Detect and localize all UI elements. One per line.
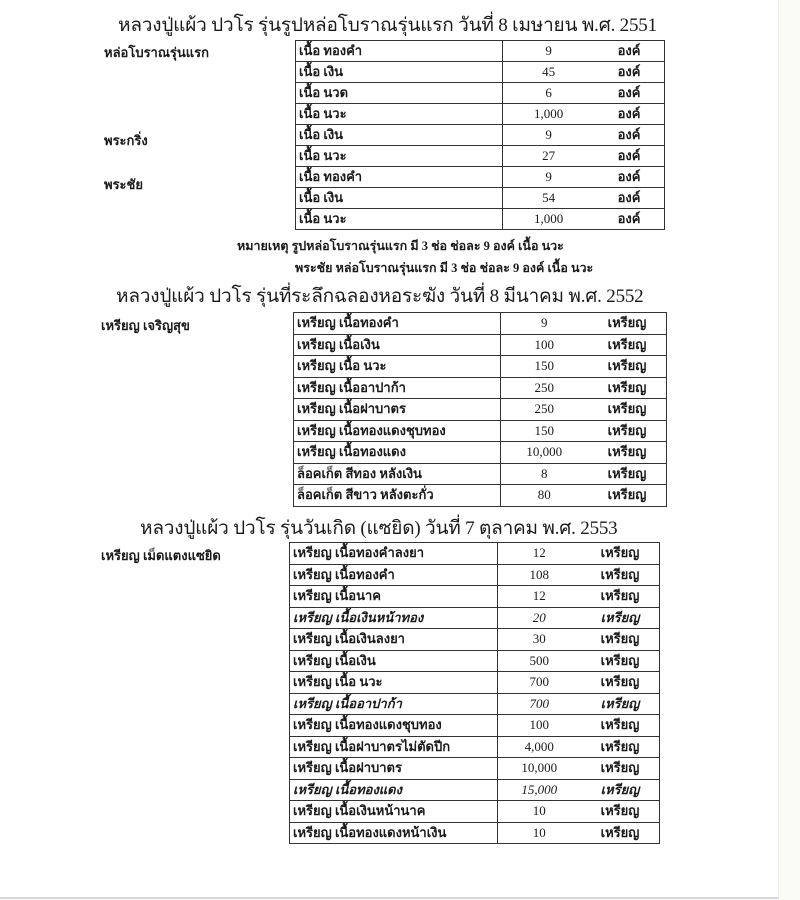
table-row <box>296 62 665 83</box>
item-name: เหรียญ เนื้อฝาบาตร <box>294 399 501 421</box>
item-qty: 10 <box>532 824 546 840</box>
item-qty: 700 <box>529 674 549 690</box>
section-3-title: หลวงปู่แผ้ว ปวโร รุ่นวันเกิด (แซยิด) วันที่ 7 ตุลาคม พ.ศ. 2553 <box>140 518 618 539</box>
item-name: เนื้อ นวะ <box>296 104 503 125</box>
table-row <box>296 104 665 125</box>
table-row <box>296 188 665 209</box>
item-unit: เหรียญ <box>607 315 647 331</box>
item-name: เหรียญ เนื้ออาปาก้า <box>290 693 498 715</box>
item-qty: 6 <box>545 85 552 100</box>
group-label-met-taeng-saeyid: เหรียญ เม็ดแตงแซยิด <box>101 548 221 563</box>
item-qty: 10,000 <box>521 760 558 776</box>
item-unit: องค์ <box>617 211 641 226</box>
item-name: เนื้อ นวะ <box>296 209 503 230</box>
item-qty: 150 <box>534 422 554 438</box>
item-unit: เหรียญ <box>607 401 647 417</box>
table-row <box>290 629 660 651</box>
item-qty: 108 <box>529 566 549 582</box>
item-name: เหรียญ เนื้ออาปาก้า <box>294 377 501 399</box>
item-name: เนื้อ เงิน <box>296 125 503 146</box>
section-1-note-2: พระชัย หล่อโบราณรุ่นแรก มี 3 ช่อ ช่อละ 9 องค์ เนื้อ นวะ <box>295 261 594 275</box>
item-qty: 8 <box>541 465 548 481</box>
item-unit: เหรียญ <box>607 444 647 460</box>
group-label-lost-wax-first: หล่อโบราณรุ่นแรก <box>104 45 210 60</box>
item-qty: 9 <box>541 315 548 331</box>
section-1-note-1: หมายเหตุ รูปหล่อโบราณรุ่นแรก มี 3 ช่อ ช่อละ 9 องค์ เนื้อ นวะ <box>237 239 564 253</box>
item-name: ล็อคเก็ต สีขาว หลังตะกั่ว <box>294 485 501 507</box>
item-unit: เหรียญ <box>600 695 640 711</box>
table-row <box>290 564 660 586</box>
item-qty: 12 <box>532 545 546 561</box>
item-unit: องค์ <box>617 148 641 163</box>
table-row <box>290 736 660 758</box>
item-name: เหรียญ เนื้อเงินหน้าทอง <box>290 607 498 629</box>
table-row <box>294 356 667 378</box>
item-name: เหรียญ เนื้อทองแดงหน้าเงิน <box>290 822 498 844</box>
item-unit: เหรียญ <box>600 545 640 561</box>
item-name: เนื้อ ทองคำ <box>296 167 503 188</box>
item-unit: เหรียญ <box>600 631 640 647</box>
table-row <box>294 485 667 507</box>
item-name: เหรียญ เนื้อนาค <box>290 586 498 608</box>
item-qty: 9 <box>545 43 552 58</box>
group-label-phra-chai: พระชัย <box>104 177 143 192</box>
item-qty: 10 <box>532 803 546 819</box>
item-qty: 250 <box>534 401 554 417</box>
table-row <box>294 334 667 356</box>
item-name: เนื้อ เงิน <box>296 62 503 83</box>
table-row <box>290 543 660 565</box>
table-row <box>294 420 667 442</box>
item-name: เหรียญ เนื้อทองคำลงยา <box>290 543 498 565</box>
item-unit: เหรียญ <box>600 803 640 819</box>
item-name: เหรียญ เนื้อเงิน <box>294 334 501 356</box>
section-1-table <box>295 40 665 230</box>
item-unit: องค์ <box>617 64 641 79</box>
item-name: เหรียญ เนื้อทองแดง <box>294 442 501 464</box>
page-edge-bottom <box>0 897 778 899</box>
item-unit: เหรียญ <box>600 609 640 625</box>
item-name: เหรียญ เนื้อฝาบาตร <box>290 758 498 780</box>
item-unit: เหรียญ <box>607 336 647 352</box>
page-edge-right <box>778 0 800 900</box>
item-qty: 4,000 <box>524 738 554 754</box>
table-row <box>296 125 665 146</box>
item-qty: 54 <box>542 190 556 205</box>
item-unit: เหรียญ <box>607 422 647 438</box>
table-row <box>294 442 667 464</box>
item-unit: องค์ <box>617 190 641 205</box>
item-unit: เหรียญ <box>600 781 640 797</box>
item-qty: 1,000 <box>534 106 564 121</box>
item-qty: 20 <box>532 609 546 625</box>
item-name: เหรียญ เนื้อทองแดง <box>290 779 498 801</box>
table-row <box>290 758 660 780</box>
item-name: เหรียญ เนื้อทองคำ <box>294 313 501 335</box>
item-name: เนื้อ ทองคำ <box>296 41 503 62</box>
item-qty: 10,000 <box>526 444 563 460</box>
item-qty: 9 <box>545 169 552 184</box>
item-name: เหรียญ เนื้อเงินลงยา <box>290 629 498 651</box>
item-name: เนื้อ นวด <box>296 83 503 104</box>
item-qty: 250 <box>534 379 554 395</box>
item-unit: องค์ <box>617 85 641 100</box>
item-qty: 45 <box>542 64 556 79</box>
item-qty: 100 <box>534 336 554 352</box>
item-qty: 27 <box>542 148 556 163</box>
item-name: เหรียญ เนื้อฝาบาตรไม่ตัดปีก <box>290 736 498 758</box>
item-qty: 150 <box>534 358 554 374</box>
item-name: เหรียญ เนื้อทองแดงชุบทอง <box>290 715 498 737</box>
item-name: เนื้อ นวะ <box>296 146 503 167</box>
table-row <box>294 463 667 485</box>
table-row <box>290 715 660 737</box>
item-unit: เหรียญ <box>607 358 647 374</box>
item-unit: องค์ <box>617 169 641 184</box>
item-qty: 30 <box>532 631 546 647</box>
table-row <box>296 167 665 188</box>
item-unit: องค์ <box>617 106 641 121</box>
item-unit: องค์ <box>617 43 641 58</box>
section-3-table <box>289 542 660 844</box>
item-unit: องค์ <box>617 127 641 142</box>
table-row <box>290 607 660 629</box>
item-unit: เหรียญ <box>607 487 647 503</box>
item-name: เหรียญ เนื้อเงิน <box>290 650 498 672</box>
item-unit: เหรียญ <box>600 674 640 690</box>
item-name: เนื้อ เงิน <box>296 188 503 209</box>
table-row <box>290 779 660 801</box>
table-row <box>294 313 667 335</box>
section-1-title: หลวงปู่แผ้ว ปวโร รุ่นรูปหล่อโบราณรุ่นแรก วันที่ 8 เมษายน พ.ศ. 2551 <box>118 15 657 36</box>
item-qty: 700 <box>529 695 549 711</box>
item-name: เหรียญ เนื้อทองแดงชุบทอง <box>294 420 501 442</box>
table-row <box>294 399 667 421</box>
item-name: เหรียญ เนื้อเงินหน้านาค <box>290 801 498 823</box>
section-2-table <box>293 312 667 507</box>
item-unit: เหรียญ <box>600 652 640 668</box>
item-qty: 500 <box>529 652 549 668</box>
item-qty: 15,000 <box>521 781 558 797</box>
table-row <box>290 801 660 823</box>
table-row <box>290 693 660 715</box>
item-name: เหรียญ เนื้อ นวะ <box>294 356 501 378</box>
table-row <box>290 822 660 844</box>
item-unit: เหรียญ <box>600 760 640 776</box>
item-name: เหรียญ เนื้อ นวะ <box>290 672 498 694</box>
item-name: เหรียญ เนื้อทองคำ <box>290 564 498 586</box>
table-row <box>290 586 660 608</box>
table-row <box>296 209 665 230</box>
item-unit: เหรียญ <box>607 465 647 481</box>
table-row <box>296 83 665 104</box>
item-unit: เหรียญ <box>600 738 640 754</box>
table-row <box>290 672 660 694</box>
item-qty: 12 <box>532 588 546 604</box>
group-label-charoen-suk: เหรียญ เจริญสุข <box>101 318 190 333</box>
item-qty: 1,000 <box>534 211 564 226</box>
group-label-phra-kring: พระกริ่ง <box>104 133 148 148</box>
section-2-title: หลวงปู่แผ้ว ปวโร รุ่นที่ระลึกฉลองหอระฆัง วันที่ 8 มีนาคม พ.ศ. 2552 <box>116 286 644 307</box>
table-row <box>290 650 660 672</box>
table-row <box>294 377 667 399</box>
table-row <box>296 41 665 62</box>
item-qty: 80 <box>537 487 551 503</box>
item-name: ล็อคเก็ต สีทอง หลังเงิน <box>294 463 501 485</box>
table-row <box>296 146 665 167</box>
item-unit: เหรียญ <box>600 588 640 604</box>
item-unit: เหรียญ <box>600 717 640 733</box>
item-qty: 100 <box>529 717 549 733</box>
item-qty: 9 <box>545 127 552 142</box>
item-unit: เหรียญ <box>600 824 640 840</box>
item-unit: เหรียญ <box>600 566 640 582</box>
item-unit: เหรียญ <box>607 379 647 395</box>
